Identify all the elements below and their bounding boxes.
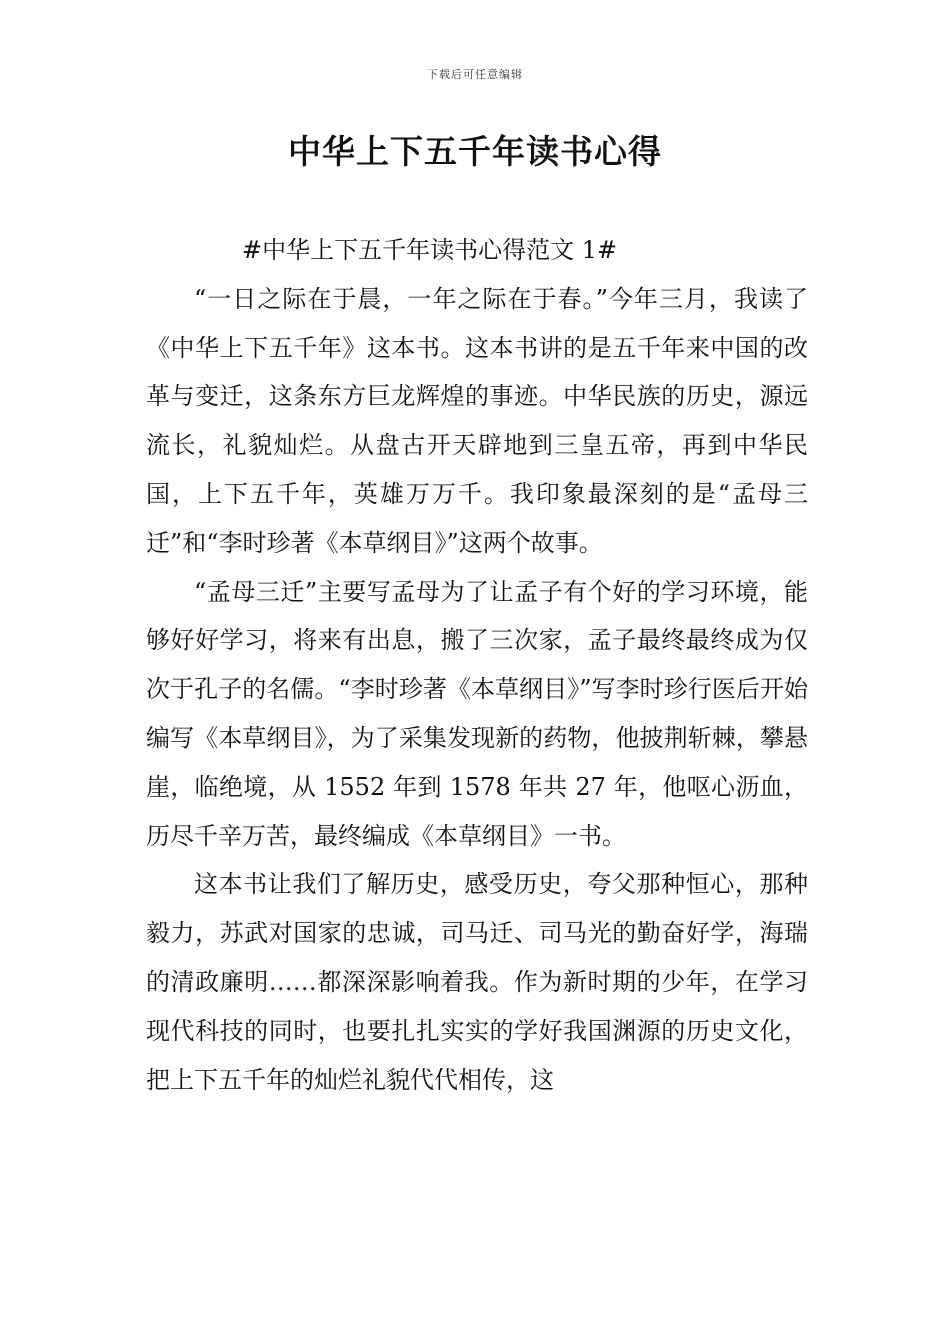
section-heading: #中华上下五千年读书心得范文 1# xyxy=(242,236,618,264)
paragraph-1: “一日之际在于晨，一年之际在于春。”今年三月，我读了《中华上下五千年》这本书。这本书讲的是五千年来中国的改革与变迁，这条东方巨龙辉煌的事迹。中华民族的历史，源远流长，礼貌灿烂。从盘古开天辟地到三皇五帝，再到中华民国，上下五千年，英雄万万千。我印象最深刻的是“孟母三迁”和“李时珍著《本草纲目》”这两个故事。 xyxy=(146,284,808,557)
document-title: 中华上下五千年读书心得 xyxy=(288,132,662,171)
paragraph-3: 这本书让我们了解历史，感受历史，夸父那种恒心，那种毅力，苏武对国家的忠诚，司马迁、司马光的勤奋好学，海瑞的清政廉明……都深深影响着我。作为新时期的少年，在学习现代科技的同时，也要扎扎实实的学好我国渊源的历史文化，把上下五千年的灿烂礼貌代代相传，这 xyxy=(146,870,808,1094)
page-header-note: 下载后可任意编辑 xyxy=(427,68,523,81)
paragraph-2: “孟母三迁”主要写孟母为了让孟子有个好的学习环境，能够好好学习，将来有出息，搬了三次家，孟子最终最终成为仅次于孔子的名儒。“李时珍著《本草纲目》”写李时珍行医后开始编写《本草纲目》，为了采集发现新的药物，他披荆斩棘，攀悬崖，临绝境，从 1552 年到 1578 年共 27 年，他呕心沥血，历尽千辛万苦，最终编成《本草纲目》一书。 xyxy=(146,577,808,850)
document-body xyxy=(146,226,808,1104)
